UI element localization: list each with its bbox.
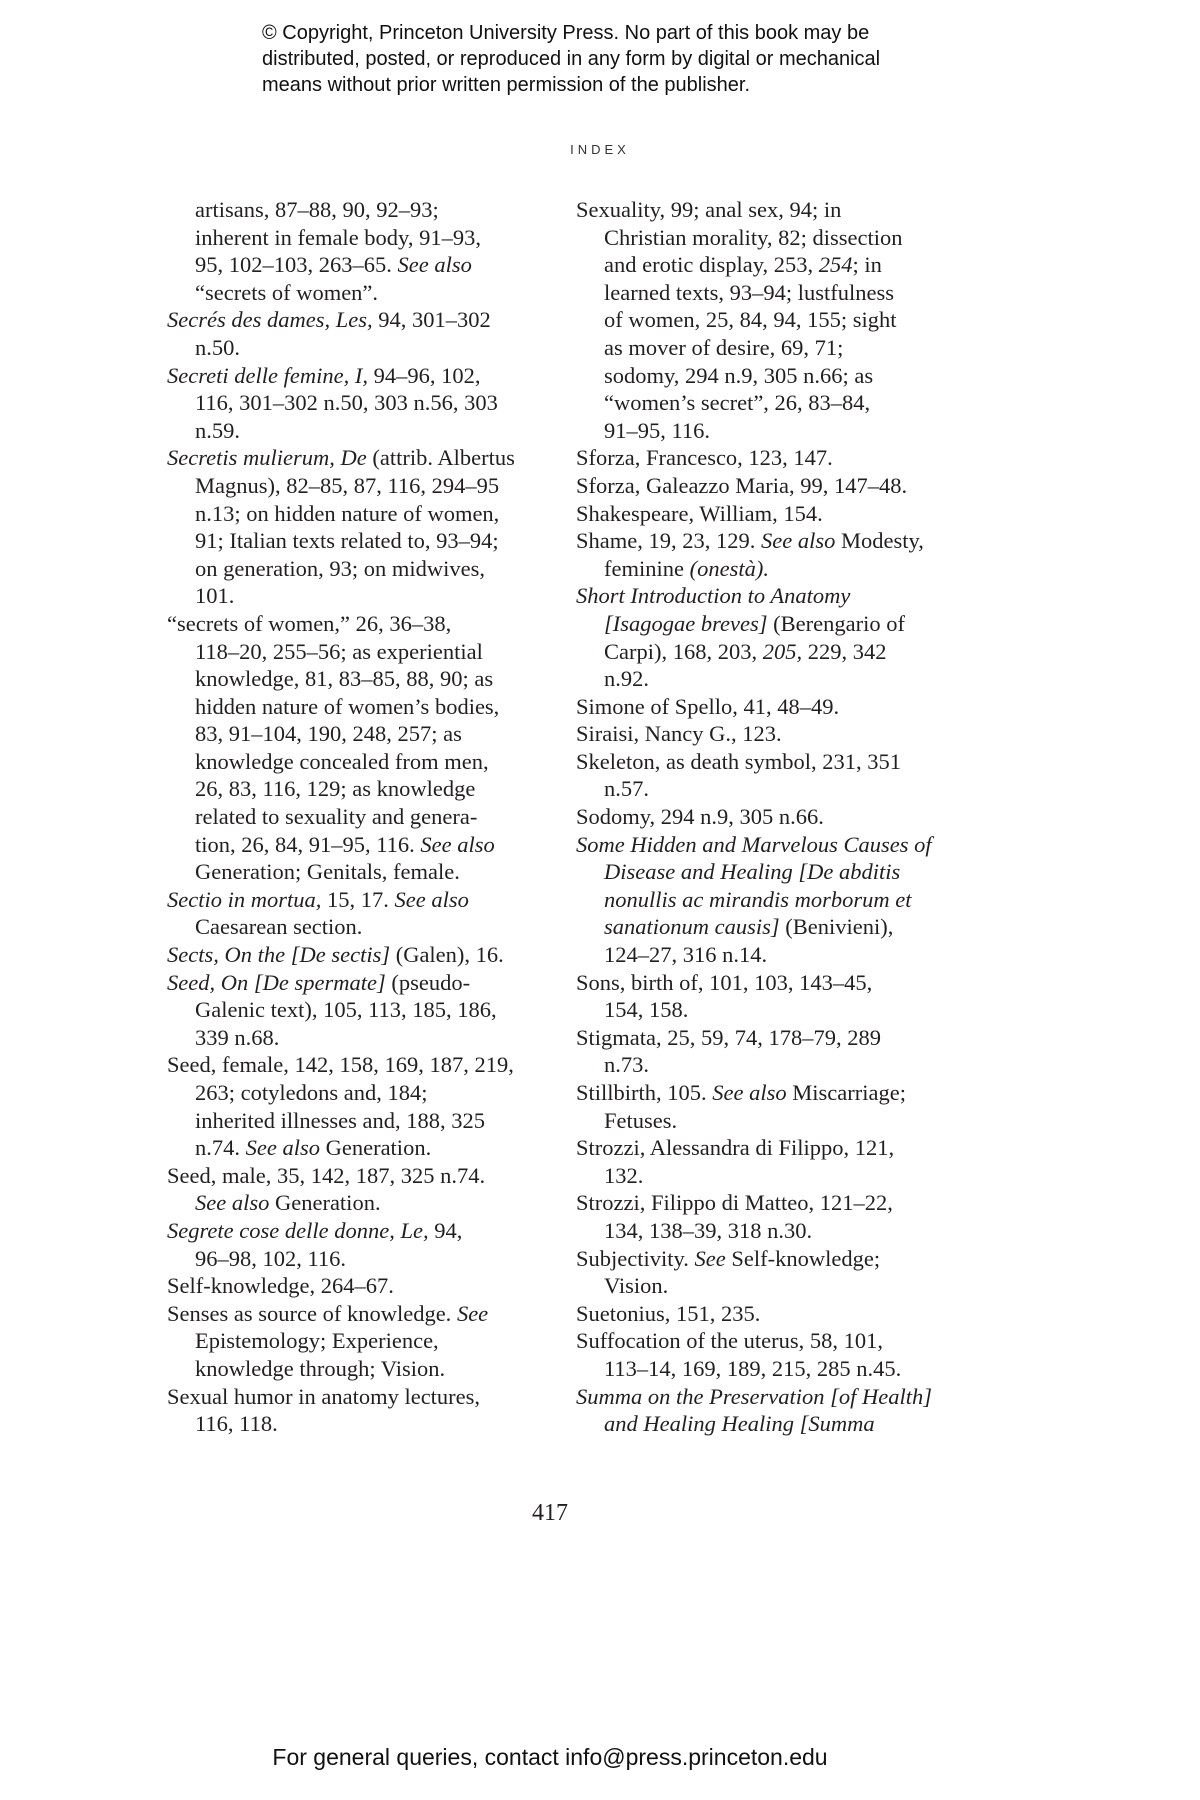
text-run: Skeleton, as death symbol, 231, 351: [576, 748, 901, 774]
text-run: Self-knowledge, 264–67.: [167, 1273, 394, 1299]
copyright-line: © Copyright, Princeton University Press. No part of this book may be: [262, 22, 870, 44]
italic-text: (onestà).: [689, 555, 769, 581]
index-entry: [167, 1383, 539, 1438]
text-run: Sexuality, 99; anal sex, 94; in: [576, 197, 842, 222]
index-entry-line: [167, 279, 539, 307]
index-entry-line: [576, 775, 948, 803]
index-entry-line: [167, 1051, 539, 1079]
text-run: knowledge through; Vision.: [195, 1355, 446, 1381]
index-entry-line: [167, 638, 539, 666]
text-run: Christian morality, 82; dissection: [604, 224, 903, 250]
index-entry-line: [576, 996, 948, 1024]
text-run: Self-knowledge;: [725, 1245, 881, 1271]
index-entry-line: [576, 1300, 948, 1328]
text-run: as mover of desire, 69, 71;: [604, 334, 844, 360]
index-entry: [167, 1162, 539, 1217]
text-run: Generation; Genitals, female.: [195, 859, 460, 885]
index-entry-line: [167, 1410, 539, 1438]
italic-text: nonullis ac mirandis morborum et: [604, 886, 912, 912]
text-run: Fetuses.: [604, 1107, 678, 1133]
italic-text: and Healing Healing [Summa: [604, 1411, 875, 1437]
index-entry-line: [576, 1272, 948, 1300]
index-entry: [576, 693, 948, 721]
index-entry-line: [576, 858, 948, 886]
text-run: hidden nature of women’s bodies,: [195, 693, 500, 719]
index-entry-line: [167, 527, 539, 555]
index-entry-line: [576, 665, 948, 693]
index-entry-line: [167, 1162, 539, 1190]
text-run: Epistemology; Experience,: [195, 1328, 439, 1354]
text-run: 26, 83, 116, 129; as knowledge: [195, 776, 476, 802]
text-run: Sons, birth of, 101, 103, 143–45,: [576, 969, 873, 995]
index-entry-line: [167, 1355, 539, 1383]
index-column-left: [167, 196, 539, 1438]
text-run: learned texts, 93–94; lustfulness: [604, 279, 894, 305]
text-run: 132.: [604, 1162, 644, 1188]
italic-text: See also: [245, 1135, 320, 1161]
text-run: Seed, female, 142, 158, 169, 187, 219,: [167, 1052, 514, 1078]
italic-text: See also: [420, 831, 495, 857]
italic-text: Disease and Healing [De abditis: [604, 859, 901, 885]
text-run: n.73.: [604, 1052, 649, 1078]
text-run: 263; cotyledons and, 184;: [195, 1080, 428, 1105]
text-run: Suetonius, 151, 235.: [576, 1300, 761, 1326]
index-entry-line: [576, 279, 948, 307]
index-entry: [576, 720, 948, 748]
index-entry-line: [167, 500, 539, 528]
text-run: “secrets of women”.: [195, 279, 379, 305]
text-run: 94,: [428, 1217, 463, 1243]
text-run: 229, 342: [802, 638, 887, 664]
index-entry-line: [576, 941, 948, 969]
index-entry-line: [576, 444, 948, 472]
text-run: n.50.: [195, 334, 240, 360]
text-run: Sforza, Galeazzo Maria, 99, 147–48.: [576, 472, 908, 498]
text-run: 134, 138–39, 318 n.30.: [604, 1217, 813, 1243]
text-run: 96–98, 102, 116.: [195, 1245, 347, 1271]
text-run: feminine: [604, 555, 690, 581]
text-run: on generation, 93; on midwives,: [195, 555, 485, 581]
index-entry-line: [167, 748, 539, 776]
index-entry-line: [167, 444, 539, 472]
text-run: 91; Italian texts related to, 93–94;: [195, 528, 499, 554]
italic-text: Secretis mulierum, De: [167, 445, 367, 471]
index-entry-line: [576, 1134, 948, 1162]
index-entry-line: [167, 417, 539, 445]
running-head: INDEX: [570, 142, 630, 157]
index-entry-line: [576, 527, 948, 555]
text-run: n.13; on hidden nature of women,: [195, 500, 500, 526]
index-entry-line: [167, 334, 539, 362]
italic-text: See also: [761, 528, 836, 554]
index-entry-line: [167, 858, 539, 886]
index-entry-line: [576, 1217, 948, 1245]
index-entry: [576, 444, 948, 472]
index-entry-line: [167, 831, 539, 859]
italic-text: Short Introduction to Anatomy: [576, 583, 851, 609]
index-entry: [167, 941, 539, 969]
index-entry-line: [576, 306, 948, 334]
index-entry-line: [167, 472, 539, 500]
text-run: 124–27, 316 n.14.: [604, 942, 768, 968]
index-entry-line: [576, 1024, 948, 1052]
index-entry-line: [576, 913, 948, 941]
index-entry-line: [167, 610, 539, 638]
index-entry-line: [576, 693, 948, 721]
index-entry-line: [576, 886, 948, 914]
text-run: “secrets of women,” 26, 36–38,: [167, 610, 452, 636]
index-entry: [576, 803, 948, 831]
index-entry-line: [576, 720, 948, 748]
text-run: “women’s secret”, 26, 83–84,: [604, 390, 871, 416]
text-run: Shakespeare, William, 154.: [576, 500, 823, 526]
index-entry-line: [167, 693, 539, 721]
index-entry-line: [167, 996, 539, 1024]
index-entry: [576, 1189, 948, 1244]
index-entry: [167, 610, 539, 886]
index-entry-line: [167, 555, 539, 583]
italic-text: See: [694, 1245, 726, 1271]
text-run: 94–96, 102,: [367, 362, 481, 388]
text-run: 154, 158.: [604, 997, 689, 1023]
text-run: Galenic text), 105, 113, 185, 186,: [195, 997, 497, 1023]
index-entry: [576, 500, 948, 528]
italic-text: Segrete cose delle donne, Le,: [167, 1217, 429, 1243]
text-run: Miscarriage;: [786, 1080, 906, 1105]
copyright-line: distributed, posted, or reproduced in any form by digital or mechanical: [262, 48, 881, 70]
index-entry-line: [576, 500, 948, 528]
index-entry: [576, 1024, 948, 1079]
index-entry-line: [576, 831, 948, 859]
text-run: and erotic display, 253,: [604, 252, 819, 278]
text-run: 15, 17.: [321, 886, 395, 912]
index-entry-line: [576, 196, 948, 224]
index-entry: [576, 969, 948, 1024]
index-entry: [167, 1217, 539, 1272]
index-entry-line: [167, 1134, 539, 1162]
text-run: Modesty,: [835, 528, 924, 554]
index-entry: [576, 831, 948, 969]
text-run: Sexual humor in anatomy lectures,: [167, 1383, 481, 1409]
index-entry: [167, 306, 539, 361]
text-run: Stigmata, 25, 59, 74, 178–79, 289: [576, 1024, 881, 1050]
index-entry: [576, 1134, 948, 1189]
text-run: 116, 301–302 n.50, 303 n.56, 303: [195, 390, 498, 416]
index-entry: [576, 527, 948, 582]
index-entry-line: [167, 720, 539, 748]
index-entry-line: [167, 886, 539, 914]
text-run: Generation.: [269, 1190, 381, 1216]
index-entry-line: [576, 362, 948, 390]
text-run: of women, 25, 84, 94, 155; sight: [604, 307, 897, 333]
text-run: (Berengario of: [767, 610, 905, 636]
text-run: 118–20, 255–56; as experiential: [195, 638, 483, 664]
index-entry-line: [167, 775, 539, 803]
italic-text: See also: [397, 252, 472, 278]
text-run: Carpi), 168, 203,: [604, 638, 763, 664]
text-run: Sodomy, 294 n.9, 305 n.66.: [576, 804, 824, 830]
index-entry-line: [167, 1217, 539, 1245]
text-run: (Benivieni),: [779, 914, 894, 940]
text-run: Simone of Spello, 41, 48–49.: [576, 693, 840, 719]
text-run: Seed, male, 35, 142, 187, 325 n.74.: [167, 1162, 486, 1188]
text-run: tion, 26, 84, 91–95, 116.: [195, 831, 421, 857]
italic-text: Secrés des dames, Les,: [167, 307, 373, 333]
text-run: Senses as source of knowledge.: [167, 1300, 457, 1326]
text-run: Strozzi, Filippo di Matteo, 121–22,: [576, 1190, 893, 1216]
index-entry-line: [576, 1410, 948, 1438]
index-entry-line: [167, 1024, 539, 1052]
index-entry-line: [576, 582, 948, 610]
index-entry-line: [167, 941, 539, 969]
index-entry-line: [167, 665, 539, 693]
index-entry-line: [167, 969, 539, 997]
italic-text: [Isagogae breves]: [604, 610, 768, 636]
index-entry-line: [576, 1051, 948, 1079]
index-entry-line: [167, 1327, 539, 1355]
index-entry-line: [576, 1327, 948, 1355]
index-entry-line: [167, 1189, 539, 1217]
italic-text: Sectio in mortua,: [167, 886, 322, 912]
text-run: 91–95, 116.: [604, 417, 711, 443]
text-run: Siraisi, Nancy G., 123.: [576, 721, 782, 747]
index-entry-line: [167, 306, 539, 334]
index-entry: [167, 1272, 539, 1300]
index-entry-line: [576, 417, 948, 445]
index-entry-line: [167, 362, 539, 390]
text-run: Stillbirth, 105.: [576, 1080, 713, 1105]
index-entry: [576, 1079, 948, 1134]
text-run: Generation.: [319, 1135, 432, 1161]
index-entry-line: [576, 1245, 948, 1273]
index-entry: [167, 362, 539, 445]
index-entry: [167, 886, 539, 941]
text-run: sodomy, 294 n.9, 305 n.66; as: [604, 362, 874, 388]
index-entry: [576, 748, 948, 803]
index-entry-line: [576, 610, 948, 638]
index-entry: [167, 1300, 539, 1383]
text-run: n.92.: [604, 666, 649, 692]
italic-text: See also: [394, 886, 469, 912]
text-run: Subjectivity.: [576, 1245, 695, 1271]
index-entry: [167, 196, 539, 306]
italic-text: Summa on the Preservation [of Health]: [576, 1383, 933, 1409]
index-entry-line: [167, 1079, 539, 1107]
text-run: n.59.: [195, 417, 240, 443]
italic-text: Some Hidden and Marvelous Causes of: [576, 831, 932, 857]
text-run: (Galen), 16.: [390, 942, 504, 968]
index-entry-line: [167, 196, 539, 224]
text-run: (pseudo-: [385, 969, 471, 995]
index-entry-line: [576, 1355, 948, 1383]
italic-text: Secreti delle femine, I,: [167, 362, 368, 388]
index-entry: [576, 1300, 948, 1328]
text-run: related to sexuality and genera-: [195, 804, 478, 830]
text-run: knowledge, 81, 83–85, 88, 90; as: [195, 666, 494, 692]
index-entry-line: [167, 224, 539, 252]
index-entry-line: [167, 582, 539, 610]
index-entry-line: [576, 251, 948, 279]
index-entry-line: [576, 748, 948, 776]
index-entry: [576, 1245, 948, 1300]
text-run: n.57.: [604, 776, 649, 802]
text-run: (attrib. Albertus: [366, 445, 515, 471]
italic-text: See also: [712, 1080, 787, 1105]
index-entry-line: [167, 1383, 539, 1411]
text-run: Suffocation of the uterus, 58, 101,: [576, 1328, 884, 1354]
text-run: Shame, 19, 23, 129.: [576, 528, 761, 554]
text-run: Strozzi, Alessandra di Filippo, 121,: [576, 1135, 895, 1161]
index-entry-line: [576, 1162, 948, 1190]
index-entry-line: [576, 803, 948, 831]
index-entry-line: [576, 1383, 948, 1411]
italic-text: 205,: [762, 638, 803, 664]
italic-text: 254: [818, 252, 853, 278]
index-entry: [576, 1383, 948, 1438]
index-entry: [167, 1051, 539, 1161]
index-entry: [167, 444, 539, 610]
index-entry-line: [167, 1272, 539, 1300]
italic-text: See: [456, 1300, 489, 1326]
text-run: Sforza, Francesco, 123, 147.: [576, 445, 833, 471]
index-entry-line: [167, 803, 539, 831]
index-entry-line: [576, 389, 948, 417]
index-entry: [576, 196, 948, 444]
index-entry-line: [167, 1245, 539, 1273]
index-entry-line: [167, 1107, 539, 1135]
index-entry: [576, 1327, 948, 1382]
text-run: 101.: [195, 583, 235, 609]
italic-text: Seed, On [De spermate]: [167, 969, 386, 995]
text-run: 113–14, 169, 189, 215, 285 n.45.: [604, 1355, 902, 1381]
italic-text: See also: [195, 1190, 270, 1216]
index-entry-line: [167, 913, 539, 941]
text-run: Caesarean section.: [195, 914, 363, 940]
index-entry-line: [167, 251, 539, 279]
index-entry-line: [576, 1079, 948, 1107]
index-entry-line: [576, 1189, 948, 1217]
footer-contact: For general queries, contact info@press.princeton.edu: [272, 1744, 828, 1770]
text-run: 83, 91–104, 190, 248, 257; as: [195, 721, 462, 747]
text-run: 95, 102–103, 263–65.: [195, 252, 398, 278]
page-number: 417: [532, 1500, 568, 1526]
text-run: ; in: [852, 252, 882, 278]
text-run: 116, 118.: [195, 1411, 278, 1437]
text-run: Vision.: [604, 1273, 669, 1299]
index-entry: [576, 472, 948, 500]
index-entry-line: [576, 1107, 948, 1135]
index-entry-line: [167, 389, 539, 417]
text-run: Magnus), 82–85, 87, 116, 294–95: [195, 472, 500, 498]
text-run: knowledge concealed from men,: [195, 748, 489, 774]
copyright-line: means without prior written permission of the publisher.: [262, 74, 751, 96]
index-entry-line: [576, 334, 948, 362]
index-entry-line: [167, 1300, 539, 1328]
index-column-right: [576, 196, 948, 1438]
text-run: 339 n.68.: [195, 1024, 280, 1050]
text-run: inherited illnesses and, 188, 325: [195, 1107, 485, 1133]
italic-text: Sects, On the [De sectis]: [167, 942, 391, 968]
index-entry-line: [576, 969, 948, 997]
italic-text: sanationum causis]: [604, 914, 780, 940]
index-entry-line: [576, 638, 948, 666]
index-entry: [167, 969, 539, 1052]
index-entry-line: [576, 472, 948, 500]
text-run: 94, 301–302: [372, 307, 491, 333]
text-run: artisans, 87–88, 90, 92–93;: [195, 197, 439, 222]
index-entry-line: [576, 555, 948, 583]
index-entry: [576, 582, 948, 692]
text-run: inherent in female body, 91–93,: [195, 224, 481, 250]
index-entry-line: [576, 224, 948, 252]
copyright-notice: [262, 20, 1022, 98]
text-run: n.74.: [195, 1135, 246, 1161]
